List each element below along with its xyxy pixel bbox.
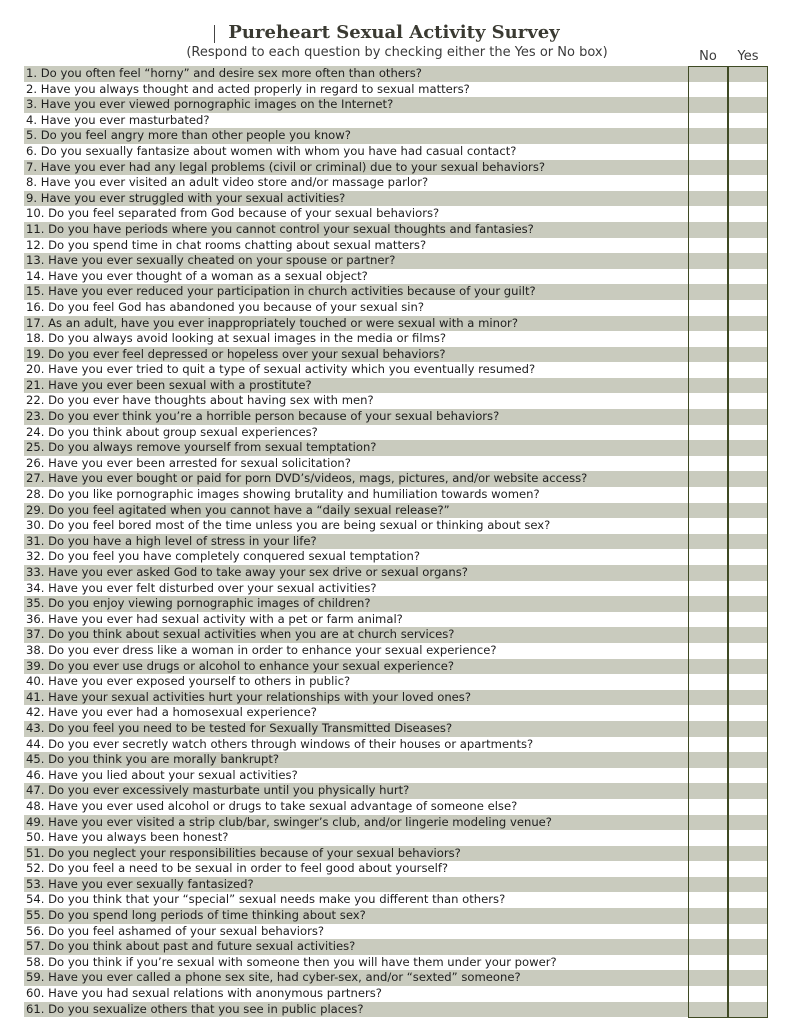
answer-yes-checkbox[interactable]: [728, 565, 768, 581]
answer-no-checkbox[interactable]: [688, 627, 728, 643]
question-row: [24, 128, 768, 144]
answer-no-checkbox[interactable]: [688, 409, 728, 425]
page-title: Pureheart Sexual Activity Survey: [228, 22, 560, 43]
answer-no-checkbox[interactable]: [688, 331, 728, 347]
answer-no-checkbox[interactable]: [688, 581, 728, 597]
answer-yes-checkbox[interactable]: [728, 830, 768, 846]
answer-yes-checkbox[interactable]: [728, 82, 768, 98]
question-row: [24, 815, 768, 831]
answer-no-checkbox[interactable]: [688, 752, 728, 768]
question-row: [24, 783, 768, 799]
answer-no-checkbox[interactable]: [688, 596, 728, 612]
question-row: [24, 955, 768, 971]
answer-yes-checkbox[interactable]: [728, 487, 768, 503]
question-row: [24, 939, 768, 955]
answer-yes-checkbox[interactable]: [728, 627, 768, 643]
answer-yes-checkbox[interactable]: [728, 222, 768, 238]
answer-no-checkbox[interactable]: [688, 846, 728, 862]
answer-no-checkbox[interactable]: [688, 565, 728, 581]
answer-no-checkbox[interactable]: [688, 518, 728, 534]
question-text: 33. Have you ever asked God to take away your sex drive or sexual organs?: [26, 565, 468, 579]
answer-yes-checkbox[interactable]: [728, 97, 768, 113]
answer-yes-checkbox[interactable]: [728, 284, 768, 300]
question-text: 42. Have you ever had a homosexual experience?: [26, 705, 317, 720]
question-row: [24, 565, 768, 581]
question-row: [24, 144, 768, 160]
answer-no-checkbox[interactable]: [688, 783, 728, 799]
question-text: 52. Do you feel a need to be sexual in order to feel good about yourself?: [26, 861, 449, 876]
answer-no-checkbox[interactable]: [688, 799, 728, 815]
question-text: 19. Do you ever feel depressed or hopeless over your sexual behaviors?: [26, 346, 446, 361]
answer-no-checkbox[interactable]: [688, 222, 728, 238]
answer-yes-checkbox[interactable]: [728, 393, 768, 409]
question-text: 28. Do you like pornographic images showing brutality and humiliation towards women?: [26, 487, 540, 502]
answer-no-checkbox[interactable]: [688, 970, 728, 986]
question-row: [24, 440, 768, 456]
answer-no-checkbox[interactable]: [688, 269, 728, 285]
answer-no-checkbox[interactable]: [688, 316, 728, 332]
question-row: [24, 549, 768, 565]
answer-yes-checkbox[interactable]: [728, 581, 768, 597]
question-text: 36. Have you ever had sexual activity with a pet or farm animal?: [26, 611, 403, 626]
question-row: [24, 206, 768, 222]
answer-no-checkbox[interactable]: [688, 690, 728, 706]
question-row: [24, 284, 768, 300]
answer-no-checkbox[interactable]: [688, 612, 728, 628]
answer-yes-checkbox[interactable]: [728, 128, 768, 144]
answer-yes-checkbox[interactable]: [728, 877, 768, 893]
answer-no-checkbox[interactable]: [688, 253, 728, 269]
answer-no-checkbox[interactable]: [688, 128, 728, 144]
question-text: 29. Do you feel agitated when you cannot have a “daily sexual release?”: [26, 502, 450, 517]
answer-yes-checkbox[interactable]: [728, 939, 768, 955]
answer-yes-checkbox[interactable]: [728, 737, 768, 753]
question-text: 41. Have your sexual activities hurt your relationships with your loved ones?: [26, 689, 472, 704]
answer-yes-checkbox[interactable]: [728, 924, 768, 940]
column-header-no: No: [699, 49, 717, 64]
answer-no-checkbox[interactable]: [688, 82, 728, 98]
answer-yes-checkbox[interactable]: [728, 409, 768, 425]
question-row: [24, 471, 768, 487]
question-text: 31. Do you have a high level of stress in your life?: [26, 533, 317, 548]
answer-no-checkbox[interactable]: [688, 347, 728, 363]
answer-yes-checkbox[interactable]: [728, 705, 768, 721]
answer-no-checkbox[interactable]: [688, 160, 728, 176]
question-row: [24, 581, 768, 597]
question-row: [24, 82, 768, 98]
question-row: [24, 362, 768, 378]
question-row: [24, 830, 768, 846]
question-text: 26. Have you ever been arrested for sexual solicitation?: [26, 455, 351, 470]
answer-no-checkbox[interactable]: [688, 1002, 728, 1018]
question-row: [24, 425, 768, 441]
question-text: 49. Have you ever visited a strip club/bar, swinger’s club, and/or lingerie modeling venue?: [26, 814, 552, 829]
question-text: 38. Do you ever dress like a woman in order to enhance your sexual experience?: [26, 642, 497, 657]
answer-yes-checkbox[interactable]: [728, 518, 768, 534]
answer-no-checkbox[interactable]: [688, 908, 728, 924]
answer-yes-checkbox[interactable]: [728, 892, 768, 908]
answer-no-checkbox[interactable]: [688, 939, 728, 955]
answer-yes-checkbox[interactable]: [728, 970, 768, 986]
answer-yes-checkbox[interactable]: [728, 659, 768, 675]
question-row: [24, 737, 768, 753]
answer-yes-checkbox[interactable]: [728, 674, 768, 690]
answer-no-checkbox[interactable]: [688, 66, 728, 82]
question-text: 55. Do you spend long periods of time thinking about sex?: [26, 908, 366, 923]
answer-no-checkbox[interactable]: [688, 238, 728, 254]
question-row: [24, 113, 768, 129]
question-row: [24, 627, 768, 643]
question-text: 2. Have you always thought and acted properly in regard to sexual matters?: [26, 81, 470, 96]
answer-yes-checkbox[interactable]: [728, 549, 768, 565]
question-text: 12. Do you spend time in chat rooms chatting about sexual matters?: [26, 237, 427, 252]
question-row: [24, 674, 768, 690]
answer-no-checkbox[interactable]: [688, 425, 728, 441]
question-row: [24, 612, 768, 628]
answer-yes-checkbox[interactable]: [728, 160, 768, 176]
question-row: [24, 705, 768, 721]
answer-yes-checkbox[interactable]: [728, 347, 768, 363]
answer-yes-checkbox[interactable]: [728, 113, 768, 129]
question-row: [24, 721, 768, 737]
question-row: [24, 378, 768, 394]
question-row: [24, 238, 768, 254]
answer-yes-checkbox[interactable]: [728, 191, 768, 207]
question-text: 5. Do you feel angry more than other people you know?: [26, 128, 351, 143]
question-text: 8. Have you ever visited an adult video store and/or massage parlor?: [26, 175, 429, 190]
column-header-yes: Yes: [737, 49, 759, 64]
question-row: [24, 503, 768, 519]
question-text: 61. Do you sexualize others that you see in public places?: [26, 1001, 364, 1016]
question-row: [24, 331, 768, 347]
question-text: 59. Have you ever called a phone sex site, had cyber-sex, and/or “sexted” someone?: [26, 970, 521, 985]
answer-no-checkbox[interactable]: [688, 877, 728, 893]
question-row: [24, 66, 768, 82]
question-text: 48. Have you ever used alcohol or drugs to take sexual advantage of someone else?: [26, 798, 518, 813]
question-text: 32. Do you feel you have completely conquered sexual temptation?: [26, 549, 420, 564]
answer-no-checkbox[interactable]: [688, 830, 728, 846]
question-row: [24, 487, 768, 503]
answer-no-checkbox[interactable]: [688, 175, 728, 191]
question-text: 21. Have you ever been sexual with a prostitute?: [26, 377, 312, 392]
question-text: 10. Do you feel separated from God because of your sexual behaviors?: [26, 206, 440, 221]
answer-yes-checkbox[interactable]: [728, 1002, 768, 1018]
question-text: 15. Have you ever reduced your participation in church activities because of your guilt?: [26, 284, 536, 299]
question-text: 43. Do you feel you need to be tested for Sexually Transmitted Diseases?: [26, 720, 453, 735]
answer-no-checkbox[interactable]: [688, 815, 728, 831]
question-row: [24, 986, 768, 1002]
answer-yes-checkbox[interactable]: [728, 596, 768, 612]
question-row: [24, 596, 768, 612]
question-text: 35. Do you enjoy viewing pornographic images of children?: [26, 596, 371, 611]
question-text: 25. Do you always remove yourself from sexual temptation?: [26, 440, 377, 455]
answer-yes-checkbox[interactable]: [728, 752, 768, 768]
question-text: 3. Have you ever viewed pornographic images on the Internet?: [26, 97, 394, 112]
question-text: 40. Have you ever exposed yourself to others in public?: [26, 674, 351, 689]
answer-yes-checkbox[interactable]: [728, 768, 768, 784]
question-text: 9. Have you ever struggled with your sexual activities?: [26, 190, 346, 205]
answer-yes-checkbox[interactable]: [728, 534, 768, 550]
answer-yes-checkbox[interactable]: [728, 690, 768, 706]
question-text: 54. Do you think that your “special” sexual needs make you different than others?: [26, 892, 506, 907]
question-row: [24, 659, 768, 675]
question-text: 46. Have you lied about your sexual activities?: [26, 767, 298, 782]
question-text: 39. Do you ever use drugs or alcohol to enhance your sexual experience?: [26, 658, 455, 673]
question-row: [24, 316, 768, 332]
question-row: [24, 892, 768, 908]
answer-yes-checkbox[interactable]: [728, 144, 768, 160]
answer-no-checkbox[interactable]: [688, 721, 728, 737]
question-row: [24, 643, 768, 659]
question-text: 13. Have you ever sexually cheated on your spouse or partner?: [26, 253, 396, 268]
answer-yes-checkbox[interactable]: [728, 269, 768, 285]
question-row: [24, 799, 768, 815]
answer-yes-checkbox[interactable]: [728, 815, 768, 831]
answer-no-checkbox[interactable]: [688, 549, 728, 565]
answer-no-checkbox[interactable]: [688, 674, 728, 690]
answer-yes-checkbox[interactable]: [728, 908, 768, 924]
question-row: [24, 253, 768, 269]
answer-no-checkbox[interactable]: [688, 643, 728, 659]
answer-no-checkbox[interactable]: [688, 737, 728, 753]
question-text: 50. Have you always been honest?: [26, 830, 229, 845]
question-text: 37. Do you think about sexual activities when you are at church services?: [26, 627, 455, 642]
answer-no-checkbox[interactable]: [688, 705, 728, 721]
answer-no-checkbox[interactable]: [688, 892, 728, 908]
answer-no-checkbox[interactable]: [688, 97, 728, 113]
answer-yes-checkbox[interactable]: [728, 955, 768, 971]
question-text: 16. Do you feel God has abandoned you because of your sexual sin?: [26, 299, 424, 314]
question-text: 34. Have you ever felt disturbed over your sexual activities?: [26, 580, 377, 595]
question-row: [24, 393, 768, 409]
answer-no-checkbox[interactable]: [688, 534, 728, 550]
question-text: 58. Do you think if you’re sexual with someone then you will have them under your power?: [26, 954, 557, 969]
answer-yes-checkbox[interactable]: [728, 612, 768, 628]
answer-yes-checkbox[interactable]: [728, 175, 768, 191]
page-subtitle: (Respond to each question by checking either the Yes or No box): [186, 45, 608, 60]
answer-no-checkbox[interactable]: [688, 924, 728, 940]
answer-yes-checkbox[interactable]: [728, 503, 768, 519]
question-row: [24, 222, 768, 238]
question-row: [24, 269, 768, 285]
answer-no-checkbox[interactable]: [688, 768, 728, 784]
question-text: 53. Have you ever sexually fantasized?: [26, 876, 254, 891]
answer-yes-checkbox[interactable]: [728, 300, 768, 316]
question-text: 24. Do you think about group sexual experiences?: [26, 424, 318, 439]
answer-yes-checkbox[interactable]: [728, 799, 768, 815]
answer-no-checkbox[interactable]: [688, 113, 728, 129]
question-text: 18. Do you always avoid looking at sexual images in the media or films?: [26, 331, 447, 346]
question-row: [24, 347, 768, 363]
question-row: [24, 768, 768, 784]
answer-no-checkbox[interactable]: [688, 456, 728, 472]
answer-no-checkbox[interactable]: [688, 503, 728, 519]
answer-no-checkbox[interactable]: [688, 659, 728, 675]
question-row: [24, 160, 768, 176]
question-row: [24, 924, 768, 940]
answer-no-checkbox[interactable]: [688, 362, 728, 378]
question-row: [24, 861, 768, 877]
answer-no-checkbox[interactable]: [688, 955, 728, 971]
answer-no-checkbox[interactable]: [688, 440, 728, 456]
answer-yes-checkbox[interactable]: [728, 471, 768, 487]
answer-yes-checkbox[interactable]: [728, 206, 768, 222]
question-text: 4. Have you ever masturbated?: [26, 112, 210, 127]
answer-yes-checkbox[interactable]: [728, 316, 768, 332]
answer-yes-checkbox[interactable]: [728, 861, 768, 877]
question-text: 45. Do you think you are morally bankrupt?: [26, 752, 280, 767]
question-text: 47. Do you ever excessively masturbate until you physically hurt?: [26, 783, 410, 798]
question-text: 56. Do you feel ashamed of your sexual behaviors?: [26, 923, 325, 938]
question-row: [24, 456, 768, 472]
question-text: 60. Have you had sexual relations with anonymous partners?: [26, 986, 382, 1001]
answer-no-checkbox[interactable]: [688, 487, 728, 503]
answer-no-checkbox[interactable]: [688, 206, 728, 222]
answer-yes-checkbox[interactable]: [728, 238, 768, 254]
question-text: 57. Do you think about past and future sexual activities?: [26, 939, 356, 954]
question-list: [24, 66, 768, 1017]
question-row: [24, 970, 768, 986]
answer-no-checkbox[interactable]: [688, 861, 728, 877]
question-text: 23. Do you ever think you’re a horrible person because of your sexual behaviors?: [26, 409, 500, 424]
answer-no-checkbox[interactable]: [688, 986, 728, 1002]
answer-yes-checkbox[interactable]: [728, 440, 768, 456]
answer-yes-checkbox[interactable]: [728, 986, 768, 1002]
answer-yes-checkbox[interactable]: [728, 331, 768, 347]
question-text: 7. Have you ever had any legal problems (civil or criminal) due to your sexual behaviors?: [26, 159, 546, 174]
question-text: 27. Have you ever bought or paid for porn DVD’s/videos, mags, pictures, and/or website access?: [26, 471, 588, 486]
answer-yes-checkbox[interactable]: [728, 378, 768, 394]
answer-no-checkbox[interactable]: [688, 284, 728, 300]
answer-yes-checkbox[interactable]: [728, 456, 768, 472]
question-text: 1. Do you often feel “horny” and desire sex more often than others?: [26, 66, 422, 80]
answer-yes-checkbox[interactable]: [728, 721, 768, 737]
question-row: [24, 518, 768, 534]
answer-no-checkbox[interactable]: [688, 378, 728, 394]
answer-no-checkbox[interactable]: [688, 144, 728, 160]
question-text: 6. Do you sexually fantasize about women with whom you have had casual contact?: [26, 143, 517, 158]
question-text: 14. Have you ever thought of a woman as a sexual object?: [26, 268, 368, 283]
question-text: 22. Do you ever have thoughts about having sex with men?: [26, 393, 374, 408]
question-row: [24, 175, 768, 191]
question-row: [24, 846, 768, 862]
question-text: 11. Do you have periods where you cannot control your sexual thoughts and fantasies?: [26, 221, 534, 236]
answer-yes-checkbox[interactable]: [728, 846, 768, 862]
question-text: 20. Have you ever tried to quit a type of sexual activity which you eventually resumed?: [26, 362, 536, 377]
answer-yes-checkbox[interactable]: [728, 66, 768, 82]
question-row: [24, 97, 768, 113]
question-row: [24, 752, 768, 768]
answer-yes-checkbox[interactable]: [728, 362, 768, 378]
question-row: [24, 191, 768, 207]
question-row: [24, 877, 768, 893]
question-text: 51. Do you neglect your responsibilities because of your sexual behaviors?: [26, 845, 461, 860]
question-row: [24, 534, 768, 550]
answer-no-checkbox[interactable]: [688, 300, 728, 316]
question-text: 30. Do you feel bored most of the time unless you are being sexual or thinking about sex?: [26, 518, 551, 533]
question-text: 44. Do you ever secretly watch others through windows of their houses or apartments?: [26, 736, 534, 751]
question-row: [24, 908, 768, 924]
answer-no-checkbox[interactable]: [688, 393, 728, 409]
question-row: [24, 690, 768, 706]
question-row: [24, 1002, 768, 1018]
answer-yes-checkbox[interactable]: [728, 783, 768, 799]
question-text: 17. As an adult, have you ever inappropriately touched or were sexual with a minor?: [26, 315, 518, 330]
answer-yes-checkbox[interactable]: [728, 643, 768, 659]
question-row: [24, 409, 768, 425]
answer-yes-checkbox[interactable]: [728, 253, 768, 269]
answer-no-checkbox[interactable]: [688, 471, 728, 487]
question-row: [24, 300, 768, 316]
answer-yes-checkbox[interactable]: [728, 425, 768, 441]
answer-no-checkbox[interactable]: [688, 191, 728, 207]
